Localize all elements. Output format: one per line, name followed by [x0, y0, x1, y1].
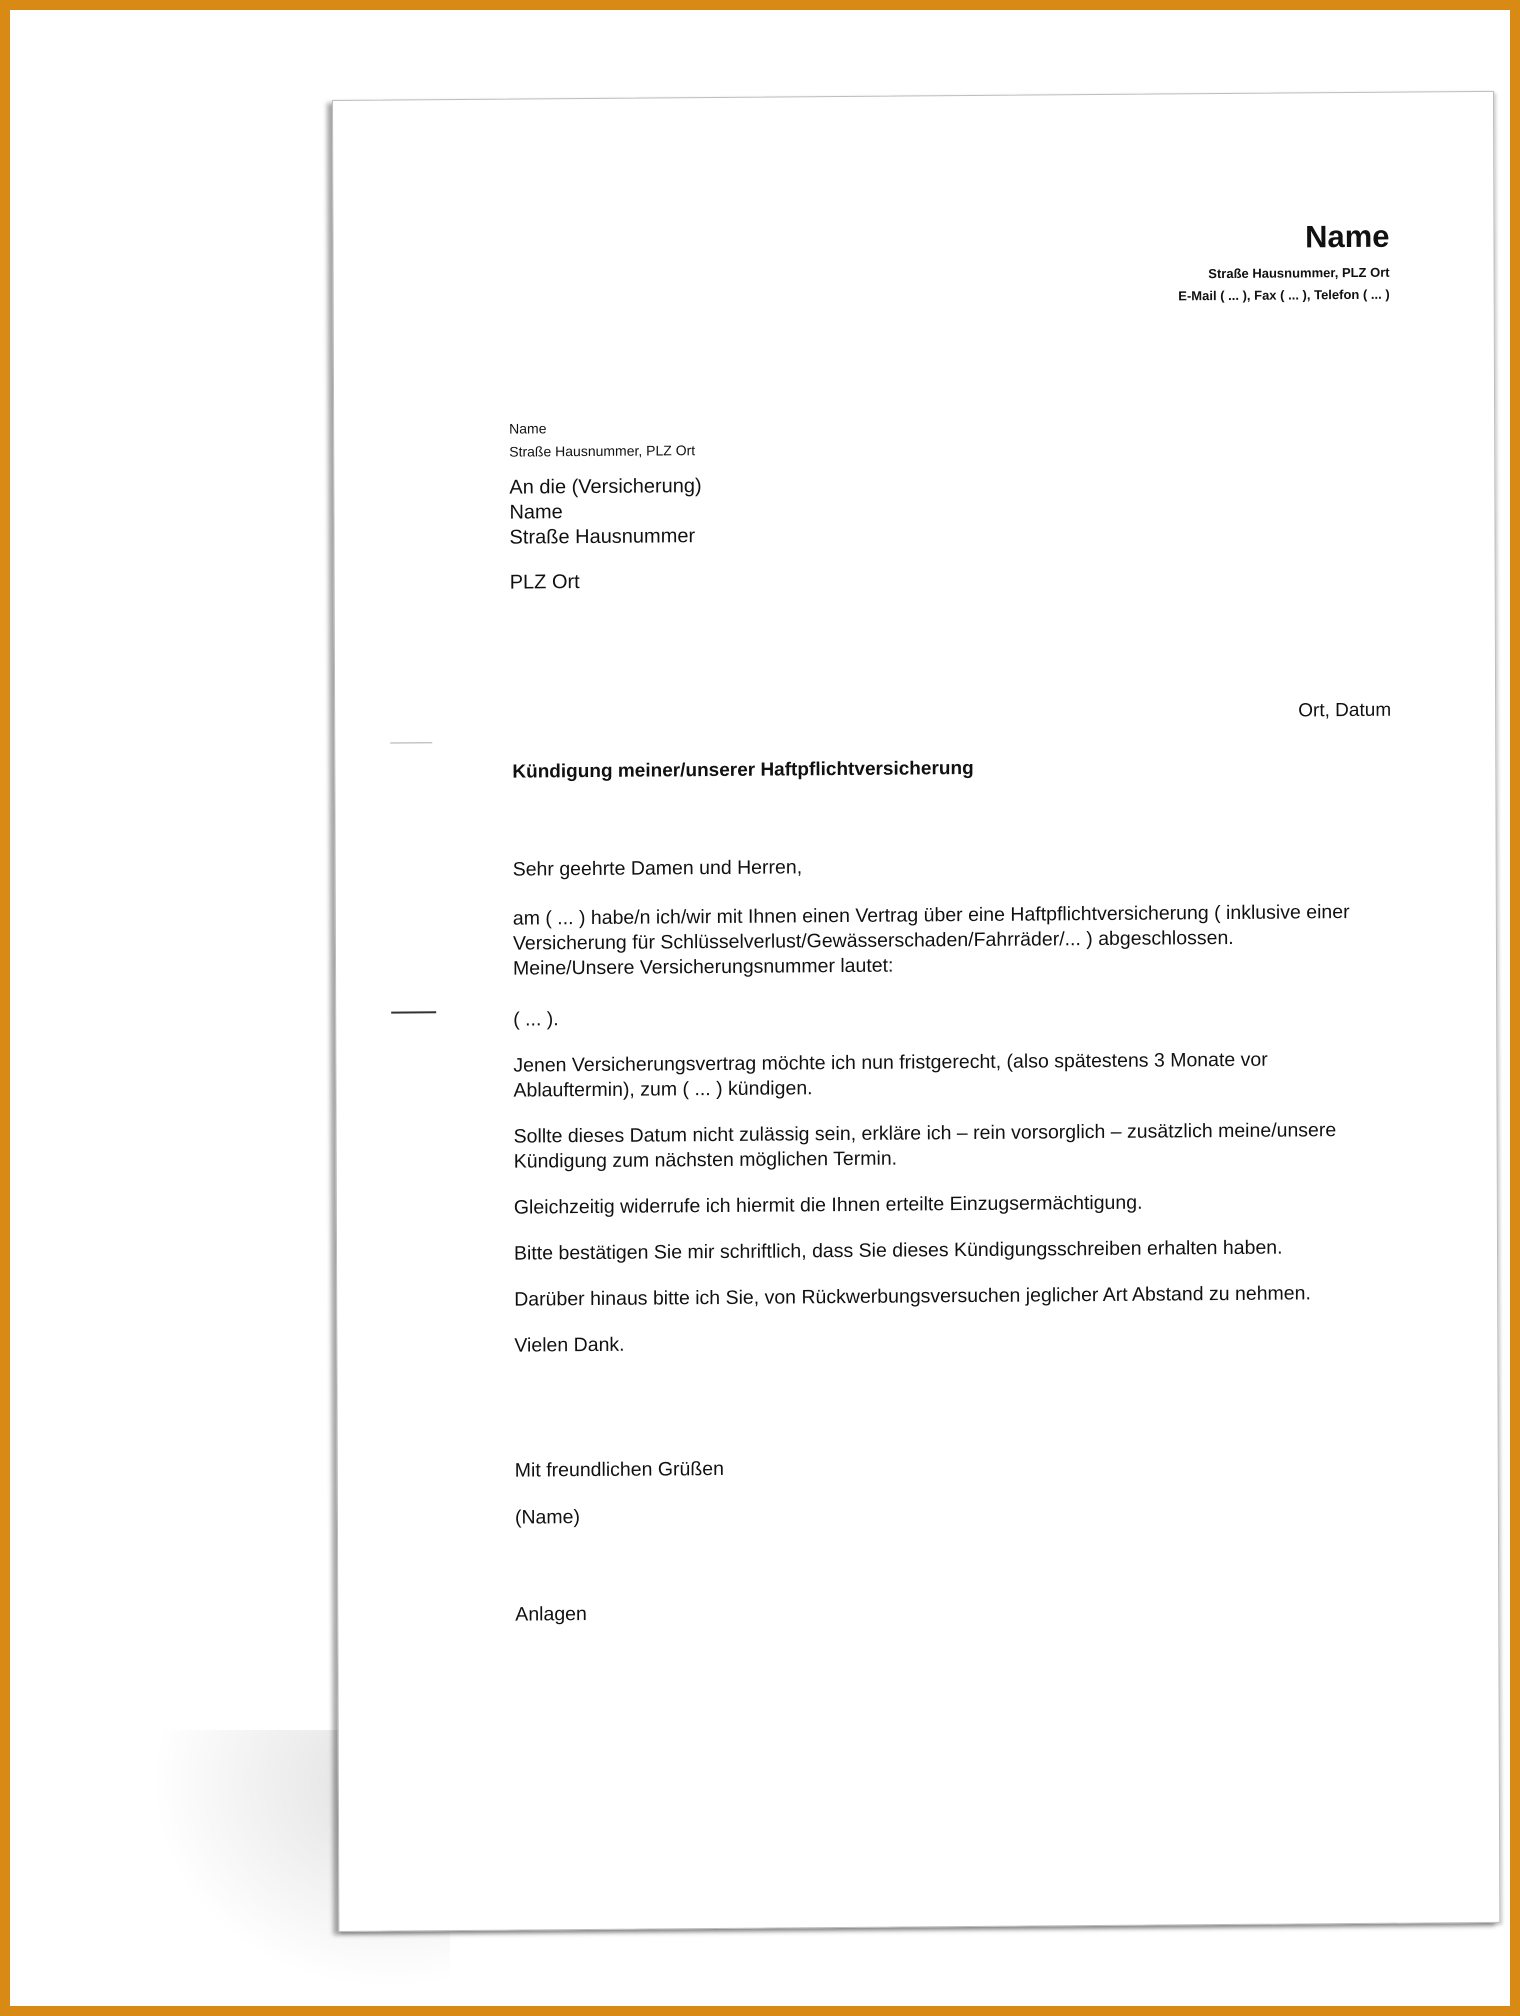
- sender-name: Name: [509, 420, 547, 437]
- recipient-address: [509, 474, 702, 596]
- punch-mark: [391, 1011, 436, 1013]
- subject-line: Kündigung meiner/unserer Haftpflichtversicherung: [512, 757, 974, 783]
- header-address: Straße Hausnummer, PLZ Ort: [1208, 264, 1390, 282]
- body-paragraph: ( ... ).: [513, 1008, 559, 1031]
- body-paragraph: am ( ... ) habe/n ich/wir mit Ihnen einen Vertrag über eine Haftpflichtversicherung ( inklusive einer Versicherung für Schlüsselverlust/Gewässerschaden/Fahrräder/... ) abgeschlossen.: [512, 901, 1350, 955]
- sender-address: Straße Hausnummer, PLZ Ort: [509, 442, 696, 460]
- sender-line: [509, 416, 695, 463]
- attachments: Anlagen: [515, 1603, 587, 1626]
- body-paragraph: Darüber hinaus bitte ich Sie, von Rückwerbungsversuchen jeglicher Art Abstand zu nehmen.: [514, 1282, 1311, 1311]
- body-paragraph: Vielen Dank.: [514, 1333, 625, 1357]
- body-paragraph: Meine/Unsere Versicherungsnummer lautet:: [512, 954, 894, 980]
- place-date: Ort, Datum: [1298, 699, 1392, 722]
- closing: Mit freundlichen Grüßen: [514, 1457, 725, 1482]
- body-paragraph: Sollte dieses Datum nicht zulässig sein, erkläre ich – rein vorsorglich – zusätzlich meine/unsere Kündigung zum nächsten möglichen Termin.: [513, 1119, 1337, 1173]
- letter-page: [332, 91, 1500, 1932]
- header-contact: E-Mail ( ... ), Fax ( ... ), Telefon ( ... ): [1178, 286, 1390, 304]
- recipient-line-1: An die (Versicherung): [509, 475, 702, 499]
- fold-mark: [390, 742, 432, 743]
- recipient-line-3: Straße Hausnummer: [509, 525, 696, 549]
- recipient-line-2: Name: [509, 501, 563, 524]
- body-paragraph: Gleichzeitig widerrufe ich hiermit die Ihnen erteilte Einzugsermächtigung.: [513, 1191, 1143, 1219]
- body-paragraph: Jenen Versicherungsvertrag möchte ich nun fristgerecht, (also spätestens 3 Monate vor Ablauftermin), zum ( ... ) kündigen.: [513, 1048, 1268, 1102]
- body-paragraph: Bitte bestätigen Sie mir schriftlich, dass Sie dieses Kündigungsschreiben erhalten haben.: [513, 1236, 1283, 1265]
- header-name: Name: [1304, 218, 1390, 255]
- letter-body: [513, 851, 1396, 1649]
- signature: (Name): [514, 1506, 580, 1529]
- salutation: Sehr geehrte Damen und Herren,: [512, 856, 803, 881]
- recipient-line-4: PLZ Ort: [509, 571, 580, 594]
